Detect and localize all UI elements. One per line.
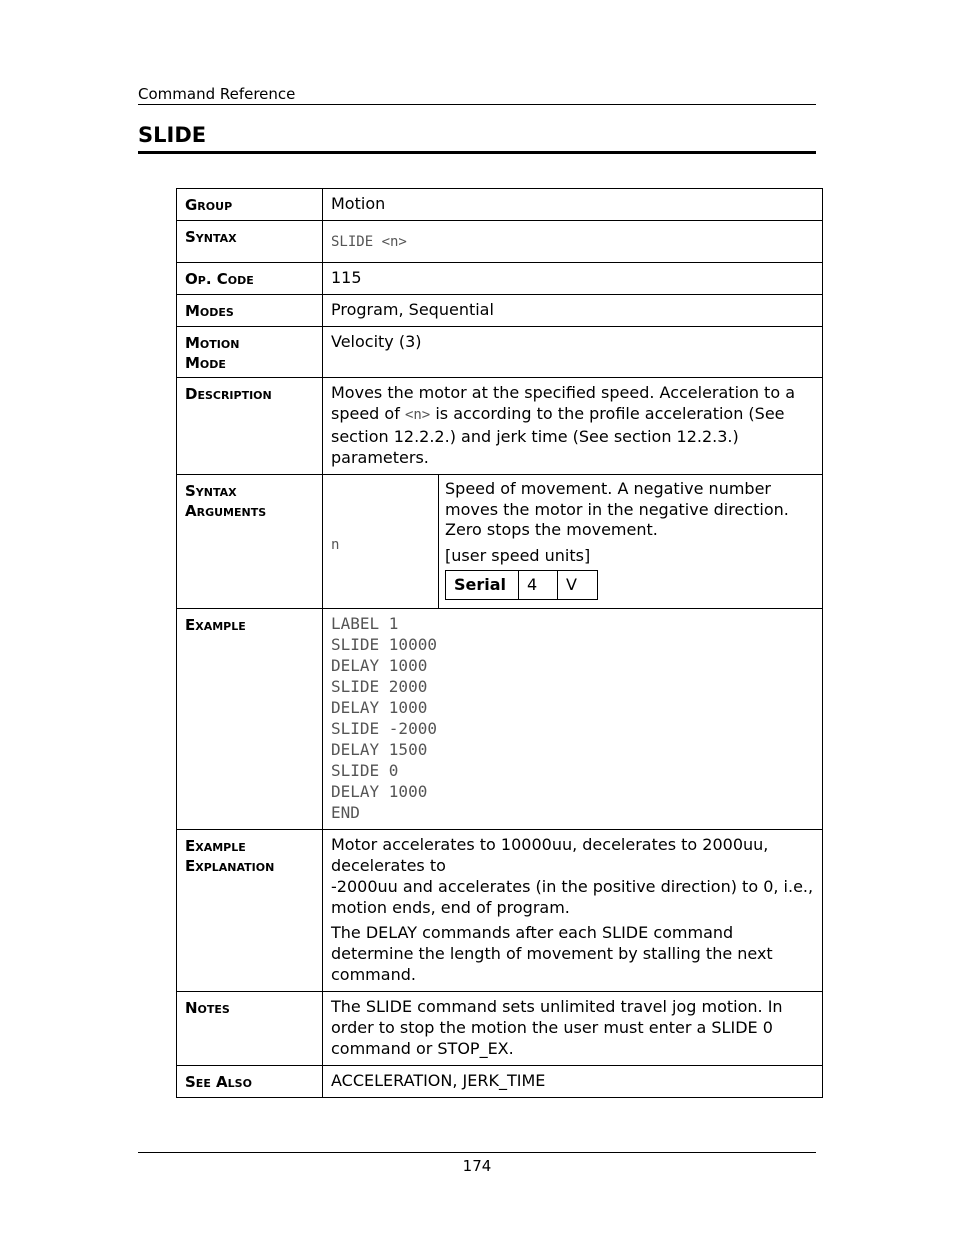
code-line: SLIDE 0 — [331, 761, 399, 780]
example-label: Example — [177, 609, 323, 830]
command-table — [176, 188, 823, 1098]
row-syntax — [177, 221, 823, 263]
example-explanation-value — [323, 830, 823, 992]
code-line: LABEL 1 — [331, 614, 399, 633]
argument-units: [user speed units] — [445, 545, 591, 565]
syntax-cell — [323, 221, 823, 263]
modes-value: Program, Sequential — [323, 295, 823, 327]
motion-mode-label-line1: Motion — [185, 334, 240, 352]
row-opcode — [177, 263, 823, 295]
row-notes — [177, 992, 823, 1066]
description-code: <n> — [404, 407, 431, 423]
command-title-block — [138, 121, 816, 154]
example-explanation-label — [177, 830, 323, 992]
serial-row — [446, 571, 598, 600]
running-header — [138, 84, 816, 105]
description-text-after: is according to the profile acceleration (See section 12.2.2.) and jerk time (See section 12.2.3.) parameters. — [331, 404, 785, 467]
modes-label: Modes — [177, 295, 323, 327]
syntax-value: SLIDE <n> — [331, 234, 407, 250]
syntax-arguments-label-line2: Arguments — [185, 502, 267, 520]
notes-label: Notes — [177, 992, 323, 1066]
code-line: DELAY 1000 — [331, 656, 428, 675]
syntax-arguments-cell — [323, 475, 823, 609]
row-see-also — [177, 1066, 823, 1098]
code-line: SLIDE 10000 — [331, 635, 437, 654]
row-description — [177, 378, 823, 475]
serial-table — [445, 570, 598, 600]
explanation-paragraph-1 — [331, 834, 814, 918]
syntax-arguments-label-line1: Syntax — [185, 482, 237, 500]
serial-label: Serial — [446, 571, 519, 600]
code-line: SLIDE -2000 — [331, 719, 437, 738]
explanation-line-1: Motor accelerates to 10000uu, decelerates to 2000uu, decelerates to — [331, 835, 769, 875]
code-line: DELAY 1000 — [331, 698, 428, 717]
group-label: Group — [177, 189, 323, 221]
example-explanation-label-line2: Explanation — [185, 857, 275, 875]
row-example-explanation — [177, 830, 823, 992]
row-syntax-arguments — [177, 475, 823, 609]
description-label: Description — [177, 378, 323, 475]
explanation-paragraph-2: The DELAY commands after each SLIDE command determine the length of movement by stalling the next command. — [331, 923, 773, 984]
description-text-before: Moves the motor at the specified speed. Acceleration to a speed of — [331, 383, 795, 423]
example-code-block — [323, 609, 823, 830]
row-motion-mode — [177, 327, 823, 378]
code-line: END — [331, 803, 360, 822]
page-number: 174 — [462, 1157, 492, 1175]
opcode-label: Op. Code — [177, 263, 323, 295]
code-line: DELAY 1500 — [331, 740, 428, 759]
code-line: DELAY 1000 — [331, 782, 428, 801]
page-footer — [138, 1152, 816, 1175]
serial-number: 4 — [519, 571, 558, 600]
arguments-table — [322, 474, 823, 609]
row-example — [177, 609, 823, 830]
notes-value: The SLIDE command sets unlimited travel jog motion. In order to stop the motion the user must enter a SLIDE 0 command or STOP_EX. — [323, 992, 823, 1066]
description-value — [323, 378, 823, 475]
motion-mode-label-line2: Mode — [185, 354, 226, 372]
motion-mode-label — [177, 327, 323, 378]
syntax-label: Syntax — [177, 221, 323, 263]
code-line: SLIDE 2000 — [331, 677, 428, 696]
header-section-title: Command Reference — [138, 85, 296, 103]
see-also-label: See Also — [177, 1066, 323, 1098]
argument-description-cell — [439, 475, 823, 609]
explanation-line-2: -2000uu and accelerates (in the positive direction) to 0, i.e., motion ends, end of program. — [331, 877, 814, 917]
group-value: Motion — [323, 189, 823, 221]
argument-name-cell — [323, 475, 439, 609]
see-also-value: ACCELERATION, JERK_TIME — [323, 1066, 823, 1098]
opcode-value: 115 — [323, 263, 823, 295]
argument-name: n — [331, 537, 340, 553]
command-title: SLIDE — [138, 123, 207, 147]
serial-type: V — [558, 571, 598, 600]
row-modes — [177, 295, 823, 327]
motion-mode-value: Velocity (3) — [323, 327, 823, 378]
argument-description: Speed of movement. A negative number moves the motor in the negative direction. Zero stops the movement. — [445, 479, 789, 539]
syntax-arguments-label — [177, 475, 323, 609]
row-group — [177, 189, 823, 221]
example-explanation-label-line1: Example — [185, 837, 246, 855]
argument-row — [323, 475, 823, 609]
